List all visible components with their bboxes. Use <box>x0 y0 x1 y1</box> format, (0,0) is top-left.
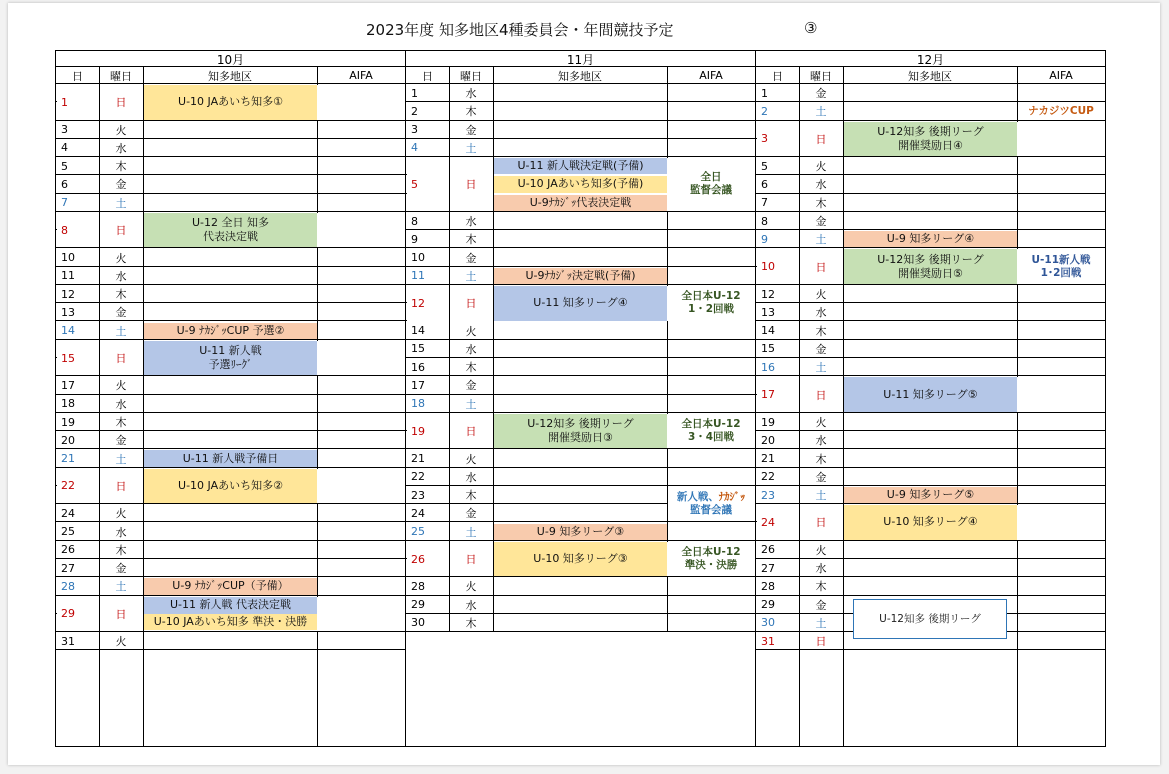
aifa-nov-26 <box>668 542 754 577</box>
day-number: 4 <box>411 141 418 155</box>
weekday: 土 <box>815 105 827 119</box>
day-number: 18 <box>411 397 425 411</box>
day-number: 22 <box>761 470 775 484</box>
day-number: 12 <box>411 296 425 310</box>
weekday: 金 <box>815 215 827 229</box>
day-number: 20 <box>61 433 75 447</box>
day-number: 7 <box>761 196 768 210</box>
weekday: 水 <box>465 470 477 484</box>
event-line: 代表決定戦 <box>203 230 258 244</box>
day-number: 18 <box>61 397 75 411</box>
day-number: 23 <box>761 488 775 502</box>
day-number: 1 <box>761 86 768 100</box>
day-number: 26 <box>411 552 425 566</box>
day-number: 11 <box>61 269 75 283</box>
day-number: 17 <box>61 378 75 392</box>
day-number: 16 <box>761 360 775 374</box>
weekday: 日 <box>115 224 127 238</box>
weekday: 木 <box>465 361 477 375</box>
weekday: 金 <box>465 251 477 265</box>
header-aifa: AIFA <box>349 69 373 82</box>
day-number: 22 <box>411 470 425 484</box>
weekday: 日 <box>115 96 127 110</box>
event-oct-22: U-10 JAあいち知多② <box>144 469 317 504</box>
day-number: 3 <box>761 132 768 146</box>
weekday: 日 <box>115 607 127 621</box>
day-number: 23 <box>411 488 425 502</box>
title-main: 2023年度 知多地区4種委員会・年間競技予定 <box>366 21 674 39</box>
weekday: 木 <box>115 543 127 557</box>
day-number: 15 <box>61 351 75 365</box>
event-nov-19 <box>494 414 667 449</box>
aifa-line: 3・4回戦 <box>687 431 735 444</box>
weekday: 金 <box>815 470 827 484</box>
weekday: 火 <box>815 416 827 430</box>
month-december <box>755 50 1106 747</box>
event-oct-29b: U-10 JAあいち知多 準決・決勝 <box>144 614 317 630</box>
event-dec-17: U-11 知多リーグ⑤ <box>844 377 1017 412</box>
aifa-line: 全日本U-12 <box>681 418 741 431</box>
day-number: 24 <box>761 515 775 529</box>
day-number: 27 <box>61 561 75 575</box>
weekday: 水 <box>465 598 477 612</box>
header-aifa: AIFA <box>699 69 723 82</box>
header-day: 日 <box>72 69 83 83</box>
day-number: 8 <box>761 214 768 228</box>
aifa-line: 全日本U-12 <box>681 290 741 303</box>
header-day: 日 <box>422 69 433 83</box>
day-number: 10 <box>61 251 75 265</box>
day-number: 28 <box>761 579 775 593</box>
weekday: 金 <box>115 434 127 448</box>
day-number: 24 <box>411 506 425 520</box>
day-number: 5 <box>61 159 68 173</box>
header-day: 日 <box>772 69 783 83</box>
day-number: 6 <box>761 177 768 191</box>
header-weekday: 曜日 <box>810 69 832 83</box>
day-number: 25 <box>61 525 75 539</box>
event-dec-10 <box>844 249 1017 284</box>
weekday: 金 <box>815 87 827 101</box>
aifa-nov-5 <box>668 158 754 211</box>
weekday: 土 <box>115 580 127 594</box>
day-number: 24 <box>61 506 75 520</box>
weekday: 日 <box>815 260 827 274</box>
weekday: 土 <box>815 489 827 503</box>
month-october <box>55 50 406 747</box>
event-nov-25: U-9 知多リーグ③ <box>494 524 667 540</box>
day-number: 6 <box>61 177 68 191</box>
day-number: 29 <box>411 598 425 612</box>
month-november <box>405 50 756 747</box>
weekday: 金 <box>465 379 477 393</box>
header-district: 知多地区 <box>908 69 952 83</box>
day-number: 21 <box>411 452 425 466</box>
day-number: 21 <box>61 452 75 466</box>
event-oct-28: U-9 ﾅｶｼﾞｯCUP（予備） <box>144 578 317 594</box>
weekday: 木 <box>465 105 477 119</box>
day-number: 9 <box>411 232 418 246</box>
weekday: 火 <box>815 288 827 302</box>
weekday: 土 <box>115 452 127 466</box>
weekday: 土 <box>115 324 127 338</box>
weekday: 土 <box>465 525 477 539</box>
event-oct-1: U-10 JAあいち知多① <box>144 85 317 120</box>
weekday: 日 <box>815 132 827 146</box>
day-number: 31 <box>61 634 75 648</box>
day-number: 12 <box>761 287 775 301</box>
aifa-text: ﾅｶｼﾞｯ <box>718 491 746 504</box>
day-number: 17 <box>411 378 425 392</box>
day-number: 14 <box>761 324 775 338</box>
day-number: 30 <box>411 616 425 630</box>
event-dec-9: U-9 知多リーグ④ <box>844 231 1017 247</box>
weekday: 土 <box>815 233 827 247</box>
day-number: 21 <box>761 452 775 466</box>
day-number: 12 <box>61 287 75 301</box>
weekday: 日 <box>115 352 127 366</box>
event-line: U-12知多 後期リーグ <box>877 124 984 138</box>
event-nov-5c: U-9ﾅｶｼﾞｯ代表決定戦 <box>494 195 667 211</box>
day-number: 17 <box>761 388 775 402</box>
event-line: 開催奨励日⑤ <box>898 266 963 280</box>
weekday: 水 <box>465 342 477 356</box>
dec-30-outlined-label: U-12知多 後期リーグ <box>853 599 1007 639</box>
aifa-line: 1･2回戦 <box>1040 266 1082 279</box>
header-weekday: 曜日 <box>460 69 482 83</box>
header-weekday: 曜日 <box>110 69 132 83</box>
weekday: 水 <box>115 397 127 411</box>
weekday: 火 <box>115 251 127 265</box>
weekday: 金 <box>115 562 127 576</box>
event-oct-29a: U-11 新人戦 代表決定戦 <box>144 597 317 614</box>
event-oct-21: U-11 新人戦予備日 <box>144 450 317 466</box>
aifa-line: U-11新人戦 <box>1031 253 1091 266</box>
day-number: 11 <box>411 269 425 283</box>
header-district: 知多地区 <box>208 69 252 83</box>
month-name: 12月 <box>916 52 945 67</box>
day-number: 26 <box>61 543 75 557</box>
weekday: 土 <box>815 361 827 375</box>
day-number: 2 <box>411 104 418 118</box>
weekday: 水 <box>815 434 827 448</box>
day-number: 15 <box>411 342 425 356</box>
weekday: 日 <box>815 388 827 402</box>
weekday: 火 <box>115 123 127 137</box>
aifa-dec-2: ナカジツCUP <box>1018 103 1104 119</box>
event-dec-24: U-10 知多リーグ④ <box>844 505 1017 540</box>
month-name: 10月 <box>216 52 245 67</box>
day-number: 10 <box>411 251 425 265</box>
event-dec-3 <box>844 122 1017 157</box>
weekday: 土 <box>465 269 477 283</box>
day-number: 1 <box>411 86 418 100</box>
day-number: 19 <box>761 415 775 429</box>
weekday: 土 <box>815 616 827 630</box>
event-line: 開催奨励日④ <box>898 138 963 152</box>
aifa-line <box>677 491 745 504</box>
day-number: 16 <box>411 360 425 374</box>
event-line: 予選ﾘｰｸﾞ <box>208 358 253 372</box>
weekday: 土 <box>115 196 127 210</box>
aifa-line: 1・2回戦 <box>687 303 735 316</box>
aifa-line: 全日 <box>700 171 722 184</box>
day-number: 25 <box>411 525 425 539</box>
weekday: 木 <box>465 616 477 630</box>
day-number: 20 <box>761 433 775 447</box>
weekday: 火 <box>465 452 477 466</box>
weekday: 金 <box>465 507 477 521</box>
event-nov-11: U-9ﾅｶｼﾞｯ決定戦(予備) <box>494 268 667 284</box>
weekday: 火 <box>465 580 477 594</box>
event-oct-14: U-9 ﾅｶｼﾞｯCUP 予選② <box>144 323 317 339</box>
weekday: 日 <box>115 479 127 493</box>
weekday: 水 <box>115 141 127 155</box>
event-dec-23: U-9 知多リーグ⑤ <box>844 487 1017 503</box>
day-number: 28 <box>61 579 75 593</box>
weekday: 木 <box>115 416 127 430</box>
day-number: 5 <box>761 159 768 173</box>
weekday: 水 <box>465 87 477 101</box>
weekday: 水 <box>815 178 827 192</box>
weekday: 土 <box>465 397 477 411</box>
day-number: 4 <box>61 141 68 155</box>
weekday: 日 <box>465 425 477 439</box>
month-name: 11月 <box>566 52 595 67</box>
weekday: 木 <box>815 452 827 466</box>
weekday: 水 <box>815 562 827 576</box>
day-number: 3 <box>61 123 68 137</box>
weekday: 日 <box>465 553 477 567</box>
day-number: 22 <box>61 479 75 493</box>
aifa-nov-12 <box>668 286 754 321</box>
day-number: 19 <box>411 424 425 438</box>
event-nov-12: U-11 知多リーグ④ <box>494 286 667 321</box>
weekday: 金 <box>115 306 127 320</box>
aifa-line: 準決・決勝 <box>684 559 738 572</box>
weekday: 火 <box>815 543 827 557</box>
weekday: 火 <box>815 160 827 174</box>
aifa-text: 新人戦、 <box>676 491 719 504</box>
day-number: 9 <box>761 232 768 246</box>
event-nov-26: U-10 知多リーグ③ <box>494 542 667 577</box>
weekday: 金 <box>815 598 827 612</box>
day-number: 27 <box>761 561 775 575</box>
header-district: 知多地区 <box>558 69 602 83</box>
day-number: 29 <box>61 607 75 621</box>
day-number: 10 <box>761 260 775 274</box>
weekday: 火 <box>115 635 127 649</box>
page-title <box>0 19 1160 43</box>
day-number: 13 <box>61 305 75 319</box>
aifa-line: 監督会議 <box>690 504 732 517</box>
weekday: 木 <box>815 580 827 594</box>
day-number: 26 <box>761 543 775 557</box>
weekday: 日 <box>465 178 477 192</box>
day-number: 8 <box>61 223 68 237</box>
weekday: 日 <box>815 516 827 530</box>
aifa-line: 監督会議 <box>690 184 732 197</box>
day-number: 29 <box>761 598 775 612</box>
day-number: 8 <box>411 214 418 228</box>
weekday: 木 <box>115 288 127 302</box>
aifa-nov-19 <box>668 414 754 449</box>
weekday: 日 <box>815 635 827 649</box>
day-number: 3 <box>411 123 418 137</box>
title-number: ③ <box>804 19 818 37</box>
weekday: 水 <box>815 306 827 320</box>
day-number: 19 <box>61 415 75 429</box>
day-number: 15 <box>761 342 775 356</box>
weekday: 水 <box>115 269 127 283</box>
day-number: 28 <box>411 579 425 593</box>
day-number: 31 <box>761 634 775 648</box>
event-line: 開催奨励日③ <box>548 431 613 445</box>
header-aifa: AIFA <box>1049 69 1073 82</box>
weekday: 木 <box>465 233 477 247</box>
event-nov-5b: U-10 JAあいち知多(予備) <box>494 176 667 192</box>
event-oct-8 <box>144 213 317 248</box>
weekday: 金 <box>465 123 477 137</box>
day-number: 5 <box>411 177 418 191</box>
event-line: U-12知多 後期リーグ <box>527 417 634 431</box>
event-oct-15 <box>144 341 317 376</box>
empty-area <box>406 632 755 746</box>
weekday: 木 <box>115 160 127 174</box>
weekday: 金 <box>115 178 127 192</box>
weekday: 火 <box>465 324 477 338</box>
day-number: 14 <box>411 324 425 338</box>
event-line: U-12知多 後期リーグ <box>877 252 984 266</box>
weekday: 金 <box>815 342 827 356</box>
event-line: U-11 新人戦 <box>199 344 262 358</box>
weekday: 木 <box>465 489 477 503</box>
day-number: 1 <box>61 95 68 109</box>
aifa-line: 全日本U-12 <box>681 546 741 559</box>
weekday: 水 <box>115 525 127 539</box>
event-nov-5a: U-11 新人戦決定戦(予備) <box>494 158 667 174</box>
day-number: 14 <box>61 324 75 338</box>
day-number: 13 <box>761 305 775 319</box>
aifa-nov-23 <box>668 487 754 522</box>
day-number: 2 <box>761 104 768 118</box>
day-number: 30 <box>761 616 775 630</box>
day-number: 7 <box>61 196 68 210</box>
weekday: 木 <box>815 196 827 210</box>
event-line: U-12 全日 知多 <box>191 216 269 230</box>
weekday: 火 <box>115 379 127 393</box>
weekday: 木 <box>815 324 827 338</box>
weekday: 水 <box>465 215 477 229</box>
weekday: 火 <box>115 507 127 521</box>
weekday: 日 <box>465 297 477 311</box>
aifa-dec-10 <box>1018 249 1104 284</box>
weekday: 土 <box>465 141 477 155</box>
